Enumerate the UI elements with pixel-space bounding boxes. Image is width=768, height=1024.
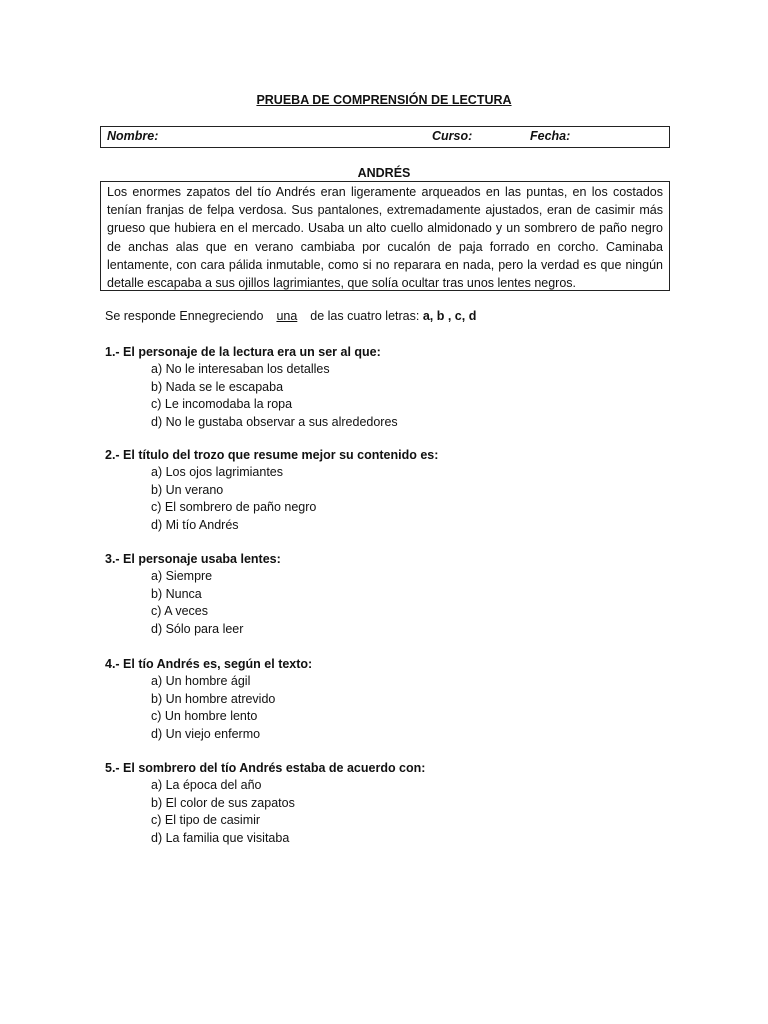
option-a[interactable]: a) Los ojos lagrimiantes xyxy=(151,465,284,479)
question-3 xyxy=(105,551,281,638)
question-2 xyxy=(105,447,438,534)
question-5 xyxy=(105,760,425,847)
story-title: ANDRÉS xyxy=(357,166,411,180)
question-text: 3.- El personaje usaba lentes: xyxy=(105,552,281,566)
option-c[interactable]: c) A veces xyxy=(151,604,208,618)
instruction-letters: a, b , c, d xyxy=(422,309,477,323)
option-a[interactable]: a) Un hombre ágil xyxy=(151,674,251,688)
option-d[interactable]: d) Un viejo enfermo xyxy=(151,726,261,741)
question-text: 1.- El personaje de la lectura era un ser al que: xyxy=(105,345,381,359)
option-d[interactable]: d) La familia que visitaba xyxy=(151,830,290,845)
option-a[interactable]: a) Siempre xyxy=(151,569,213,583)
instruction-part2: de las cuatro letras: xyxy=(310,309,420,323)
question-text: 4.- El tío Andrés es, según el texto: xyxy=(105,657,313,671)
option-d[interactable]: d) Mi tío Andrés xyxy=(151,517,239,532)
question-text: 5.- El sombrero del tío Andrés estaba de acuerdo con: xyxy=(105,761,426,775)
option-b[interactable]: b) Nunca xyxy=(151,586,202,601)
question-4 xyxy=(105,656,312,743)
question-1 xyxy=(105,344,398,431)
option-c[interactable]: c) El sombrero de paño negro xyxy=(151,500,317,514)
story-text-box: Los enormes zapatos del tío Andrés eran ligeramente arqueados en las puntas, en los costados tenían franjas de felpa verdosa. Sus pantalones, extremadamente ajustados, eran de casimir más grueso que hubiera en el mercado. Usaba un alto cuello almidonado y un sombrero de paño negro de anchas alas que en verano cambiaba por cucalón de paja forrado en corcho. Caminaba lentamente, con cara pálida inmutable, como si no reparara en nada, pero la verdad es que ningún detalle escapaba a sus ojillos lagrimiantes, que solía ocultar tras unos lentes negros. xyxy=(100,181,670,291)
option-c[interactable]: c) El tipo de casimir xyxy=(151,813,261,827)
option-a[interactable]: a) La época del año xyxy=(151,778,262,792)
student-info-box xyxy=(100,126,670,148)
option-b[interactable]: b) Un hombre atrevido xyxy=(151,691,276,706)
option-b[interactable]: b) Un verano xyxy=(151,482,224,497)
question-text: 2.- El título del trozo que resume mejor su contenido es: xyxy=(105,448,439,462)
option-d[interactable]: d) Sólo para leer xyxy=(151,621,244,636)
document-title: PRUEBA DE COMPRENSIÓN DE LECTURA xyxy=(256,93,512,107)
instruction-part1: Se responde Ennegreciendo xyxy=(105,309,264,323)
curso-label: Curso: xyxy=(432,129,473,143)
nombre-label: Nombre: xyxy=(107,129,159,143)
option-b[interactable]: b) Nada se le escapaba xyxy=(151,379,284,394)
option-c[interactable]: c) Le incomodaba la ropa xyxy=(151,397,293,411)
option-c[interactable]: c) Un hombre lento xyxy=(151,709,258,723)
instructions xyxy=(105,309,476,323)
option-d[interactable]: d) No le gustaba observar a sus alrededores xyxy=(151,414,398,429)
option-a[interactable]: a) No le interesaban los detalles xyxy=(151,362,330,376)
option-b[interactable]: b) El color de sus zapatos xyxy=(151,795,295,810)
fecha-label: Fecha: xyxy=(530,129,571,143)
instruction-underlined: una xyxy=(276,309,298,323)
